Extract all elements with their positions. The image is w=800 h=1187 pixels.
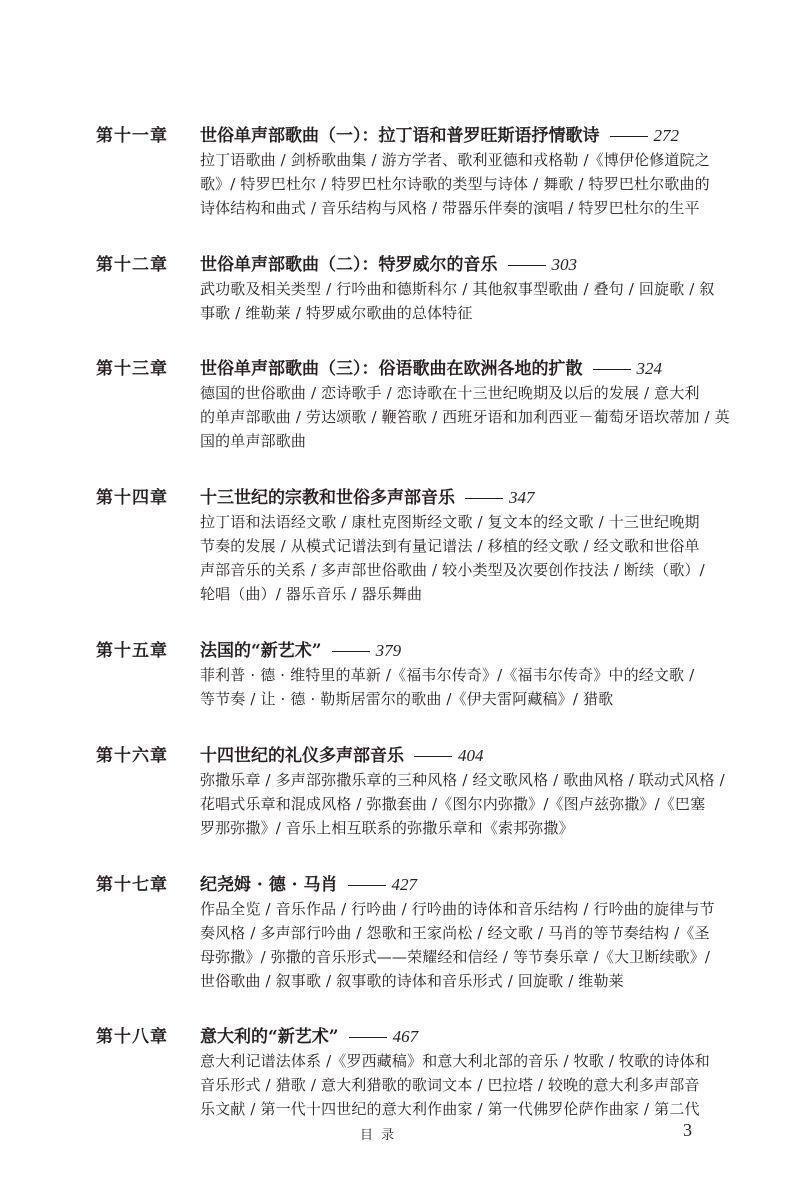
section-list-line: 乐文献 / 第一代十四世纪的意大利作曲家 / 第一代佛罗伦萨作曲家 / 第二代: [200, 1100, 700, 1118]
chapter-number: 第十四章: [96, 488, 168, 508]
leader-line: [465, 498, 503, 499]
chapter-number: 第十一章: [96, 126, 168, 146]
leader-line: [348, 885, 386, 886]
chapter-page-number: 303: [551, 255, 577, 274]
chapter-title: 法国的“新艺术”: [200, 641, 322, 661]
section-list-line: 作品全览 / 音乐作品 / 行吟曲 / 行吟曲的诗体和音乐结构 / 行吟曲的旋律与节: [200, 900, 715, 918]
toc-entry-ch15: [96, 639, 716, 711]
chapter-heading: [200, 357, 716, 381]
chapter-title: 世俗单声部歌曲（二）：特罗威尔的音乐: [200, 255, 498, 275]
toc-entry-ch11: [96, 124, 716, 220]
chapter-content: [200, 124, 716, 220]
chapter-title: 世俗单声部歌曲（三）：俗语歌曲在欧洲各地的扩散: [200, 359, 583, 379]
chapter-heading: [200, 1025, 716, 1049]
section-list-line: 花唱式乐章和混成风格 / 弥撒套曲 /《图尔内弥撒》/《图卢兹弥撒》/《巴塞: [200, 795, 706, 813]
page-number: 3: [683, 1120, 692, 1140]
chapter-content: [200, 873, 716, 993]
chapter-heading: [200, 486, 716, 510]
section-list-line: 拉丁语和法语经文歌 / 康杜克图斯经文歌 / 复文本的经文歌 / 十三世纪晚期: [200, 513, 700, 531]
chapter-number: 第十六章: [96, 746, 168, 766]
chapter-page-number: 347: [509, 488, 535, 507]
section-list-line: 轮唱（曲）/ 器乐音乐 / 器乐舞曲: [200, 585, 423, 603]
section-list-line: 武功歌及相关类型 / 行吟曲和德斯科尔 / 其他叙事型歌曲 / 叠句 / 回旋歌 / 叙: [200, 280, 715, 298]
chapter-title: 世俗单声部歌曲（一）：拉丁语和普罗旺斯语抒情歌诗: [200, 126, 600, 146]
toc-entry-ch16: [96, 744, 725, 840]
toc-entry-ch18: [96, 1025, 716, 1121]
section-list-line: 诗体结构和曲式 / 音乐结构与风格 / 带器乐伴奏的演唱 / 特罗巴杜尔的生平: [200, 199, 700, 217]
chapter-title: 纪尧姆 · 德 · 马肖: [200, 875, 338, 895]
chapter-page-number: 467: [392, 1027, 419, 1046]
chapter-number: 第十七章: [96, 875, 168, 895]
chapter-content: [200, 744, 725, 840]
leader-line: [593, 369, 631, 370]
chapter-heading: [200, 124, 716, 148]
chapter-page-number: 272: [653, 126, 679, 145]
section-list-line: 等节奏 / 让 · 德 · 勒斯居雷尔的歌曲 /《伊夫雷阿藏稿》/ 猎歌: [200, 690, 614, 708]
toc-entry-ch13: [96, 357, 730, 453]
running-footer-label: 目 录: [360, 1128, 397, 1143]
leader-line: [610, 136, 648, 137]
section-list-line: 声部音乐的关系 / 多声部世俗歌曲 / 较小类型及次要创作技法 / 断续（歌）/: [200, 561, 705, 579]
toc-entry-ch17: [96, 873, 716, 993]
leader-line: [349, 1037, 387, 1038]
section-list-line: 罗那弥撒》/ 音乐上相互联系的弥撒乐章和《索邦弥撒》: [200, 819, 574, 837]
section-list-line: 节奏的发展 / 从模式记谱法到有量记谱法 / 移植的经文歌 / 经文歌和世俗单: [200, 537, 700, 555]
leader-line: [332, 651, 370, 652]
chapter-heading: [200, 253, 716, 277]
chapter-title: 十四世纪的礼仪多声部音乐: [200, 746, 404, 766]
toc-entry-ch14: [96, 486, 716, 606]
section-list-line: 意大利记谱法体系 /《罗西藏稿》和意大利北部的音乐 / 牧歌 / 牧歌的诗体和: [200, 1052, 710, 1070]
section-list-line: 歌》/ 特罗巴杜尔 / 特罗巴杜尔诗歌的类型与诗体 / 舞歌 / 特罗巴杜尔歌曲的: [200, 175, 710, 193]
table-of-contents: [96, 124, 730, 1121]
section-list-line: 世俗歌曲 / 叙事歌 / 叙事歌的诗体和音乐形式 / 回旋歌 / 维勒莱: [200, 972, 624, 990]
chapter-title: 十三世纪的宗教和世俗多声部音乐: [200, 488, 455, 508]
chapter-heading: [200, 873, 716, 897]
chapter-number: 第十二章: [96, 255, 168, 275]
toc-entry-ch12: [96, 253, 716, 325]
section-list-line: 国的单声部歌曲: [200, 432, 307, 450]
section-list-line: 弥撒乐章 / 多声部弥撒乐章的三种风格 / 经文歌风格 / 歌曲风格 / 联动式风格 /: [200, 771, 725, 789]
chapter-content: [200, 639, 716, 711]
chapter-page-number: 427: [391, 875, 418, 894]
chapter-content: [200, 486, 716, 606]
section-list-line: 菲利普 · 德 · 维特里的革新 /《福韦尔传奇》/《福韦尔传奇》中的经文歌 /: [200, 666, 695, 684]
chapter-content: [200, 253, 716, 325]
section-list-line: 母弥撒》/ 弥撒的音乐形式——荣耀经和信经 / 等节奏乐章 /《大卫断续歌》/: [200, 948, 711, 966]
section-list-line: 奏风格 / 多声部行吟曲 / 怨歌和王家尚松 / 经文歌 / 马肖的等节奏结构 /《圣: [200, 924, 710, 942]
leader-line: [414, 756, 452, 757]
chapter-content: [200, 357, 730, 453]
section-list-line: 事歌 / 维勒莱 / 特罗威尔歌曲的总体特征: [200, 304, 473, 322]
section-list-line: 拉丁语歌曲 / 剑桥歌曲集 / 游方学者、歌利亚德和戎格勒 /《博伊伦修道院之: [200, 151, 710, 169]
chapter-heading: [200, 639, 716, 663]
chapter-page-number: 324: [636, 359, 662, 378]
chapter-number: 第十八章: [96, 1027, 168, 1047]
chapter-content: [200, 1025, 716, 1121]
chapter-heading: [200, 744, 716, 768]
chapter-number: 第十五章: [96, 641, 168, 661]
chapter-title: 意大利的“新艺术”: [200, 1027, 339, 1047]
leader-line: [508, 265, 546, 266]
section-list-line: 音乐形式 / 猎歌 / 意大利猎歌的歌词文本 / 巴拉塔 / 较晚的意大利多声部音: [200, 1076, 700, 1094]
chapter-page-number: 379: [375, 641, 402, 660]
section-list-line: 德国的世俗歌曲 / 恋诗歌手 / 恋诗歌在十三世纪晚期及以后的发展 / 意大利: [200, 384, 700, 402]
chapter-number: 第十三章: [96, 359, 168, 379]
section-list-line: 的单声部歌曲 / 劳达颂歌 / 鞭笞歌 / 西班牙语和加利西亚－葡萄牙语坎蒂加 / 英: [200, 408, 730, 426]
chapter-page-number: 404: [458, 746, 484, 765]
